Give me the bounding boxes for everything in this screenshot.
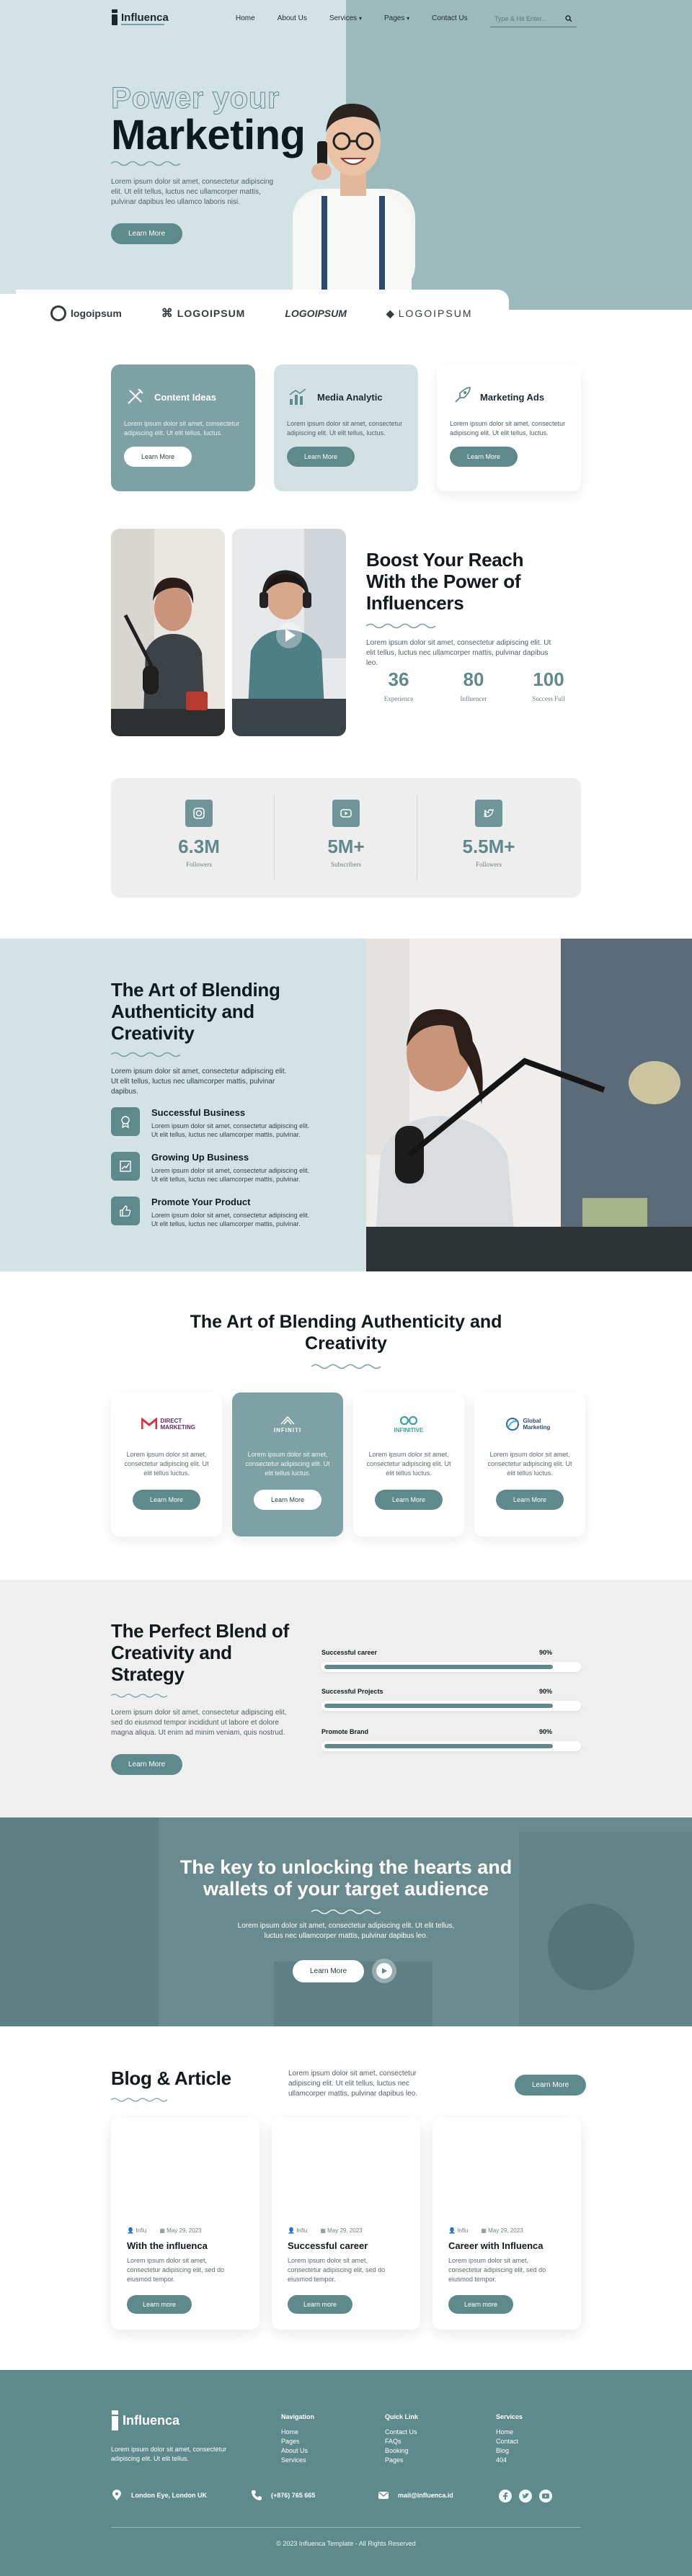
stat-label: Experience — [383, 695, 414, 702]
feature-title: Successful Business — [151, 1107, 246, 1118]
brand-learn-more-button[interactable]: Learn More — [496, 1490, 564, 1510]
youtube-icon — [332, 800, 360, 827]
partner-logo-text: logoipsum — [71, 308, 122, 319]
progress-label: Successful career — [321, 1649, 378, 1656]
progress-percent: 90% — [538, 1728, 552, 1735]
stat-number: 80 — [463, 668, 484, 690]
blog-card-2[interactable] — [272, 2118, 420, 2330]
cta-learn-more-button[interactable]: Learn More — [293, 1960, 364, 1982]
infiniti-logo-icon — [280, 1416, 296, 1426]
brand-learn-more-button[interactable]: Learn More — [133, 1490, 200, 1510]
blend-learn-more-button[interactable]: Learn More — [111, 1754, 182, 1775]
brand-logo-text: INFINITI — [273, 1426, 302, 1434]
play-icon — [376, 1963, 392, 1979]
brands-title-text: The Art of Blending Authenticity and Creativity — [190, 1312, 502, 1354]
footer-logo-text: Influenca — [123, 2412, 180, 2428]
calendar-icon: ▦ — [159, 2227, 165, 2234]
user-icon: 👤 — [448, 2227, 456, 2234]
thumbs-up-icon — [111, 1197, 140, 1225]
influencers-title: Boost Your Reach With the Power of Influencers — [366, 549, 524, 614]
footer-col-title: Navigation — [281, 2413, 315, 2420]
footer-address — [111, 2490, 207, 2501]
progress-label: Successful Projects — [321, 1688, 383, 1695]
footer-link[interactable]: 404 — [496, 2456, 507, 2464]
post-excerpt: Lorem ipsum dolor sit amet, consectetur adipiscing elit, sed do eiusmod tempor. — [448, 2257, 546, 2283]
blog-meta — [127, 2227, 202, 2234]
calendar-icon: ▦ — [481, 2227, 487, 2234]
brand-logo-text: Global Marketing — [523, 1418, 551, 1431]
copyright: © 2023 Influenca Template - All Rights Reserved — [276, 2540, 416, 2547]
social-youtube[interactable] — [274, 800, 418, 868]
feature-desc: Lorem ipsum dolor sit amet, consectetur adipiscing elit. Ut elit tellus, luctus nec ullamcorper mattis, pulvinar. — [151, 1212, 310, 1227]
phone-icon — [251, 2490, 262, 2501]
nav-services[interactable] — [329, 14, 362, 22]
search-input[interactable]: Type & Hit Enter... — [494, 14, 547, 22]
email-text: mail@influenca.id — [398, 2492, 453, 2499]
progress-percent: 90% — [538, 1688, 552, 1695]
stat-influencer — [441, 668, 506, 702]
footer-logo[interactable] — [111, 2410, 179, 2430]
footer-col-quick-link — [385, 2413, 418, 2465]
brand-card-direct-marketing[interactable] — [111, 1392, 222, 1537]
partner-logo-icon: ⌘ — [161, 308, 173, 320]
stat-experience — [366, 668, 431, 702]
footer-social-links — [499, 2490, 552, 2503]
post-title[interactable]: Career with Influenca — [448, 2240, 544, 2251]
blog-text: Lorem ipsum dolor sit amet, consectetur adipiscing elit. Ut elit tellus, luctus nec ullamcorper mattis, pulvinar dapibus leo. — [288, 2070, 417, 2098]
post-learn-more-button[interactable]: Learn more — [448, 2295, 513, 2314]
nav-home[interactable]: Home — [236, 14, 255, 22]
direct-marketing-logo-icon — [141, 1418, 157, 1431]
brand-desc: Lorem ipsum dolor sit amet, consectetur adipiscing elit. Ut elit tellus luctus. — [487, 1451, 572, 1477]
social-label: Subscribers — [331, 861, 361, 868]
logo-text: Influenca — [121, 11, 169, 24]
service-card-marketing-ads[interactable] — [437, 365, 581, 491]
squiggle-divider — [366, 622, 435, 630]
youtube-icon[interactable] — [539, 2490, 552, 2503]
nav-services-label: Services — [329, 14, 358, 22]
user-icon: 👤 — [127, 2227, 134, 2234]
author-name: Influ — [296, 2227, 308, 2234]
search-icon[interactable] — [565, 15, 572, 22]
blend-title: The Perfect Blend of Creativity and Strategy — [111, 1620, 289, 1685]
footer-col-title: Quick Link — [385, 2413, 419, 2420]
brand-card-global-marketing[interactable] — [474, 1392, 585, 1537]
author — [448, 2227, 468, 2234]
cta-title — [0, 1856, 692, 1900]
brand-logo — [111, 1414, 222, 1434]
footer-link[interactable]: FAQs — [385, 2438, 402, 2445]
cta-text: Lorem ipsum dolor sit amet, consectetur adipiscing elit. Ut elit tellus, luctus nec ullamcorper mattis, pulvinar dapibus leo. — [237, 1922, 455, 1940]
hero-learn-more-button[interactable]: Learn More — [111, 223, 182, 244]
service-name: Media Analytic — [317, 391, 383, 403]
social-stats-panel — [111, 778, 581, 898]
progress-track — [321, 1662, 581, 1672]
cta-title-text: The key to unlocking the hearts and wallets of your target audience — [179, 1856, 513, 1900]
squiggle-divider — [111, 160, 180, 167]
post-excerpt: Lorem ipsum dolor sit amet, consectetur adipiscing elit, sed do eiusmod tempor. — [127, 2257, 225, 2283]
logo-underline — [121, 24, 164, 25]
footer-link[interactable]: Pages — [281, 2438, 300, 2445]
stat-success — [516, 668, 581, 702]
author — [127, 2227, 146, 2234]
footer-link[interactable]: Home — [496, 2428, 514, 2436]
service-desc: Lorem ipsum dolor sit amet, consectetur adipiscing elit. Ut elit tellus, luctus. — [124, 420, 240, 437]
instagram-icon — [185, 800, 213, 827]
footer-col-navigation — [281, 2413, 314, 2465]
hero-text: Lorem ipsum dolor sit amet, consectetur adipiscing elit. Ut elit tellus, luctus nec ullamcorper mattis, pulvinar dapibus leo ullamco laboris nisi. — [111, 178, 274, 206]
footer-link[interactable]: Blog — [496, 2447, 510, 2454]
influencer-photo-1 — [111, 529, 225, 736]
post-date: May 29, 2023 — [327, 2227, 363, 2234]
tools-icon — [124, 386, 146, 408]
partner-logo-text: LOGOIPSUM — [177, 308, 246, 319]
nav-pages-label: Pages — [383, 14, 405, 22]
phone-text: (+876) 765 665 — [271, 2492, 316, 2499]
influencers-section — [0, 488, 692, 777]
progress-fill — [324, 1665, 553, 1669]
service-learn-more-button[interactable]: Learn More — [287, 447, 355, 467]
brand-desc: Lorem ipsum dolor sit amet, consectetur adipiscing elit. Ut elit tellus luctus. — [366, 1451, 451, 1477]
influencer-photo-2 — [232, 529, 346, 736]
service-learn-more-button[interactable]: Learn More — [124, 447, 192, 467]
blog-learn-more-button[interactable]: Learn More — [515, 2075, 586, 2096]
chevron-down-icon: ▾ — [407, 15, 410, 22]
logo-mark-icon — [111, 2410, 120, 2430]
feature-desc: Lorem ipsum dolor sit amet, consectetur adipiscing elit. Ut elit tellus, luctus nec ullamcorper mattis, pulvinar. — [151, 1167, 310, 1183]
progress-promote-brand — [321, 1728, 581, 1751]
mail-icon — [378, 2490, 389, 2501]
nav-about[interactable]: About Us — [277, 14, 307, 22]
partner-logo-text: LOGOIPSUM — [285, 308, 347, 319]
art-title: The Art of Blending Authenticity and Creativity — [111, 979, 280, 1044]
post-title[interactable]: With the influenca — [127, 2240, 208, 2251]
blend-section — [0, 1580, 692, 1817]
partner-logo-text: LOGOIPSUM — [398, 308, 473, 319]
progress-label: Promote Brand — [321, 1728, 369, 1735]
service-learn-more-button[interactable]: Learn More — [450, 447, 518, 467]
rocket-icon — [450, 386, 471, 408]
blog-meta — [288, 2227, 363, 2234]
brand-learn-more-button[interactable]: Learn More — [254, 1490, 321, 1510]
service-card-content-ideas[interactable] — [111, 365, 255, 491]
stat-number: 36 — [388, 668, 409, 690]
logo-mark-icon — [111, 9, 118, 25]
squiggle-divider — [111, 1692, 167, 1699]
stat-label: Success Full — [532, 695, 565, 702]
cta-banner — [0, 1817, 692, 2026]
brand-logo — [232, 1414, 343, 1434]
address-text: London Eye, London UK — [131, 2492, 207, 2499]
global-marketing-logo-icon — [505, 1417, 520, 1431]
badge-icon — [111, 1107, 140, 1136]
post-learn-more-button[interactable]: Learn more — [127, 2295, 192, 2314]
chart-icon — [287, 386, 309, 408]
brand-card-infiniti[interactable] — [232, 1392, 343, 1537]
footer-col-services — [496, 2413, 523, 2465]
infinitive-logo-icon — [398, 1416, 420, 1426]
facebook-icon[interactable] — [499, 2490, 512, 2503]
stat-number: 100 — [533, 668, 564, 690]
partner-logo-icon: ◆ — [386, 307, 394, 319]
progress-percent: 90% — [538, 1649, 552, 1656]
post-date: May 29, 2023 — [488, 2227, 523, 2234]
footer-text: Lorem ipsum dolor sit amet, consectetur adipiscing elit. Ut elit tellus. — [111, 2446, 227, 2462]
footer-link[interactable]: Services — [281, 2456, 306, 2464]
location-pin-icon — [111, 2490, 123, 2501]
post-excerpt: Lorem ipsum dolor sit amet, consectetur adipiscing elit, sed do eiusmod tempor. — [288, 2257, 386, 2283]
host-image — [366, 939, 692, 1271]
date — [481, 2227, 523, 2234]
author-name: Influ — [457, 2227, 469, 2234]
footer-link[interactable]: Booking — [385, 2447, 409, 2454]
user-icon: 👤 — [288, 2227, 295, 2234]
social-instagram[interactable] — [127, 800, 271, 868]
art-section — [0, 939, 692, 1271]
brand-logo-text: INFINITIVE — [394, 1426, 424, 1434]
service-name: Marketing Ads — [480, 391, 545, 403]
blog-title: Blog & Article — [111, 2067, 231, 2089]
post-title[interactable]: Successful career — [288, 2240, 368, 2251]
date — [159, 2227, 201, 2234]
progress-track — [321, 1701, 581, 1711]
blog-card-3[interactable] — [432, 2118, 581, 2330]
gamer-image — [232, 529, 346, 736]
progress-successful-projects — [321, 1688, 581, 1711]
squiggle-divider — [311, 1908, 381, 1915]
feature-desc: Lorem ipsum dolor sit amet, consectetur adipiscing elit. Ut elit tellus, luctus nec ullamcorper mattis, pulvinar. — [151, 1122, 310, 1138]
search-box[interactable] — [490, 10, 577, 27]
author — [288, 2227, 307, 2234]
feature-title: Promote Your Product — [151, 1197, 251, 1207]
stat-label: Influencer — [460, 695, 487, 702]
date — [320, 2227, 362, 2234]
brand-learn-more-button[interactable]: Learn More — [375, 1490, 443, 1510]
social-label: Followers — [186, 861, 212, 868]
site-logo[interactable] — [111, 9, 169, 25]
squiggle-divider — [311, 1363, 381, 1370]
services-section — [0, 294, 692, 488]
blend-text: Lorem ipsum dolor sit amet, consectetur adipiscing elit, sed do eiusmod tempor incididunt ut labore et dolore magna aliqua. Ut enim ad minim veniam, quis nostrud. — [111, 1709, 287, 1737]
social-count: 5M+ — [327, 836, 365, 857]
footer-divider — [111, 2527, 581, 2528]
social-label: Followers — [476, 861, 502, 868]
brand-logo-text: DIRECT MARKETING — [160, 1418, 195, 1431]
post-learn-more-button[interactable]: Learn more — [288, 2295, 352, 2314]
footer-link[interactable]: Pages — [385, 2456, 404, 2464]
main-nav — [236, 14, 468, 22]
blog-card-1[interactable] — [111, 2118, 260, 2330]
brand-desc: Lorem ipsum dolor sit amet, consectetur adipiscing elit. Ut elit tellus luctus. — [245, 1451, 330, 1477]
squiggle-divider — [111, 1051, 180, 1058]
influencers-text: Lorem ipsum dolor sit amet, consectetur adipiscing elit. Ut elit tellus, luctus nec ullamcorper mattis, pulvinar dapibus leo. — [366, 639, 551, 667]
nav-contact[interactable]: Contact Us — [432, 14, 468, 22]
brand-card-infinitive[interactable] — [353, 1392, 464, 1537]
progress-successful-career — [321, 1649, 581, 1672]
art-text: Lorem ipsum dolor sit amet, consectetur adipiscing elit. Ut elit tellus, luctus nec ullamcorper mattis, pulvinar dapibus. — [111, 1068, 287, 1096]
calendar-icon: ▦ — [320, 2227, 326, 2234]
footer — [0, 2370, 692, 2576]
hero-section — [0, 0, 692, 320]
play-video-button[interactable] — [372, 1959, 396, 1983]
chevron-down-icon: ▾ — [358, 15, 362, 22]
twitter-icon[interactable] — [519, 2490, 532, 2503]
brand-logo — [474, 1414, 585, 1434]
service-card-media-analytic[interactable] — [274, 365, 418, 491]
footer-link[interactable]: Home — [281, 2428, 299, 2436]
hero-heading: Marketing — [111, 112, 306, 158]
brands-title — [0, 1311, 692, 1354]
progress-fill — [324, 1704, 553, 1708]
nav-pages[interactable] — [384, 14, 409, 22]
hero-person-image — [278, 81, 422, 294]
service-desc: Lorem ipsum dolor sit amet, consectetur adipiscing elit. Ut elit tellus, luctus. — [287, 420, 403, 437]
service-name: Content Ideas — [154, 391, 216, 403]
squiggle-divider — [111, 2096, 167, 2103]
progress-fill — [324, 1744, 553, 1748]
service-desc: Lorem ipsum dolor sit amet, consectetur adipiscing elit. Ut elit tellus, luctus. — [450, 420, 566, 437]
growth-icon — [111, 1152, 140, 1181]
footer-email[interactable] — [378, 2490, 453, 2501]
podcast-host-image — [366, 939, 692, 1271]
feature-title: Growing Up Business — [151, 1152, 249, 1163]
footer-link[interactable]: Contact Us — [385, 2428, 417, 2436]
social-count: 5.5M+ — [462, 836, 515, 857]
podcaster-image — [111, 529, 225, 736]
progress-track — [321, 1741, 581, 1751]
author-name: Influ — [136, 2227, 147, 2234]
hero-heading-outline: Power your — [111, 81, 280, 115]
brand-desc: Lorem ipsum dolor sit amet, consectetur adipiscing elit. Ut elit tellus luctus. — [124, 1451, 209, 1477]
brand-logo — [353, 1414, 464, 1434]
footer-phone[interactable] — [251, 2490, 315, 2501]
footer-link[interactable]: About Us — [281, 2447, 309, 2454]
footer-link[interactable]: Contact — [496, 2438, 519, 2445]
social-count: 6.3M — [178, 836, 220, 857]
twitter-icon — [475, 800, 502, 827]
footer-col-title: Services — [496, 2413, 523, 2420]
post-date: May 29, 2023 — [167, 2227, 202, 2234]
social-twitter[interactable] — [417, 800, 561, 868]
blog-meta — [448, 2227, 523, 2234]
